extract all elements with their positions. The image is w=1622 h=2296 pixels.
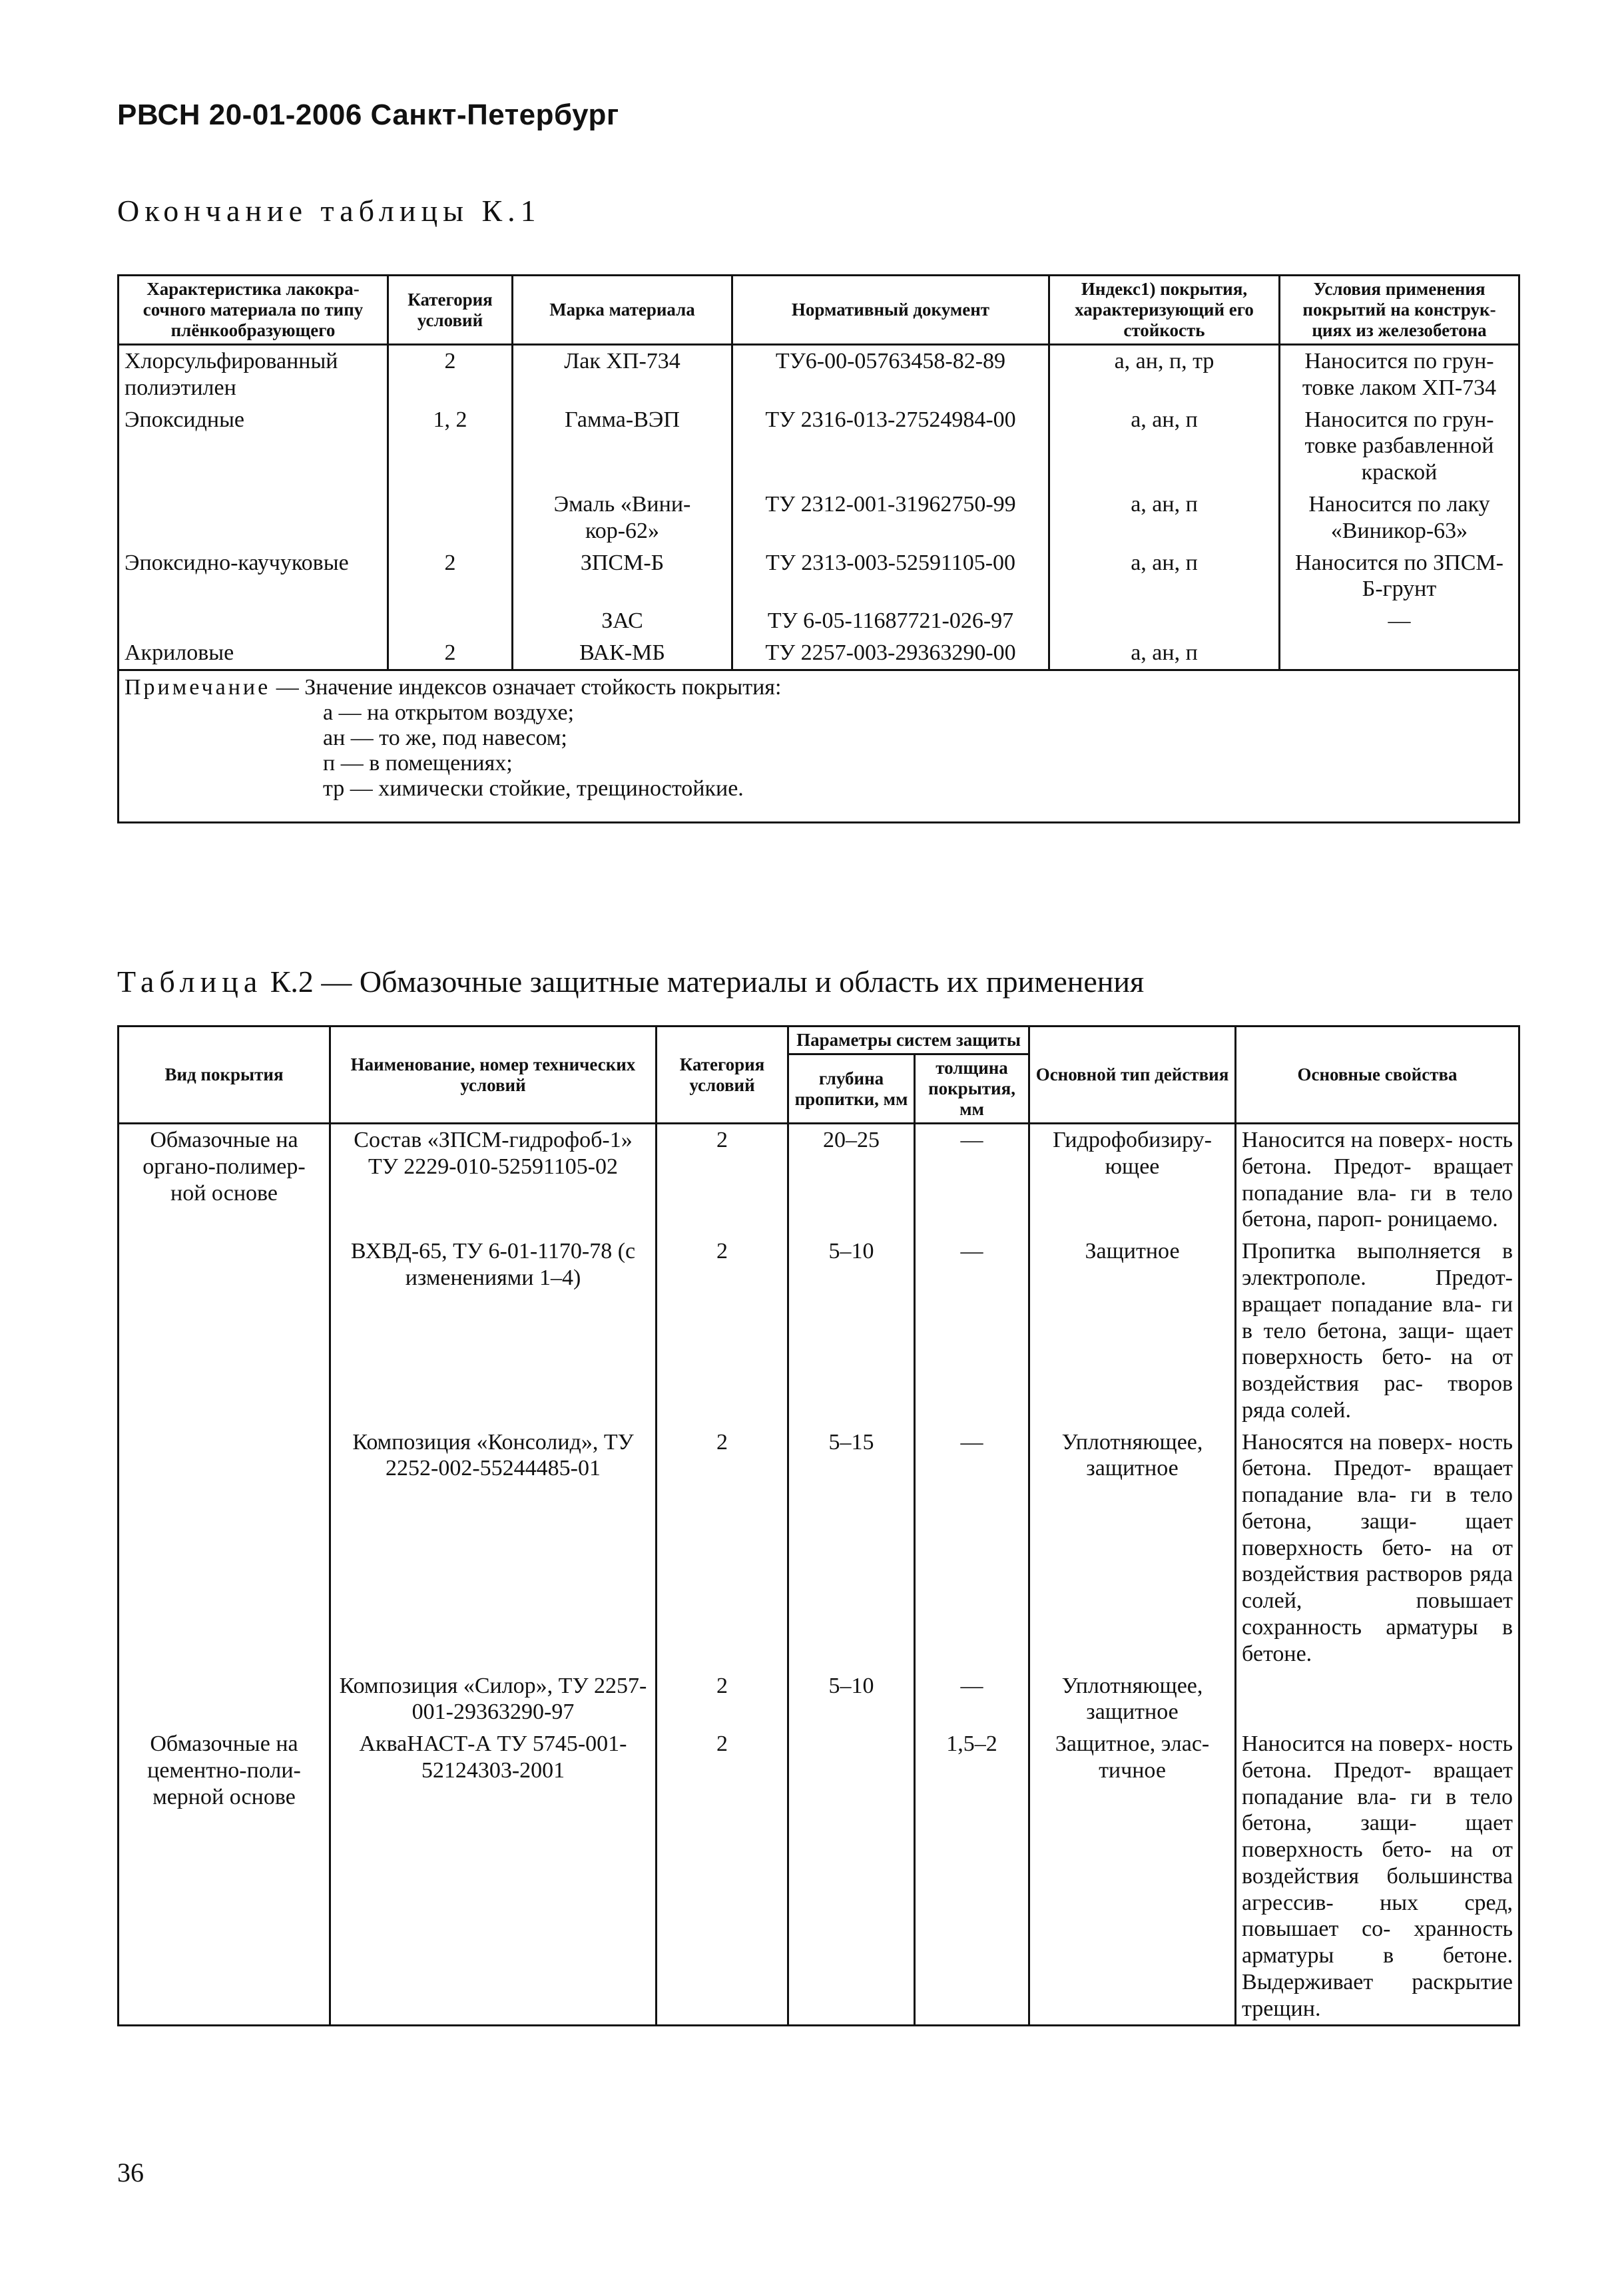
table-row [119, 605, 1519, 637]
cell-category: 2 [657, 1124, 788, 1236]
t2-col-thickness: толщина покрытия, мм [915, 1054, 1029, 1124]
cell-properties: Наносится на поверх- ность бетона. Предот- вращает попадание вла- ги в тело бетона, пароп- роницаемо. [1236, 1124, 1519, 1236]
t1-col-doc: Нормативный документ [732, 276, 1049, 345]
cell-type [119, 605, 388, 637]
cell-brand: ЗАС [513, 605, 732, 637]
table-row [119, 1670, 1519, 1729]
table-row [119, 547, 1519, 606]
cell-coating-type [119, 1670, 330, 1729]
cell-action: Гидрофобизиру- ющее [1029, 1124, 1236, 1236]
table-row [119, 1728, 1519, 2026]
table-row [119, 404, 1519, 489]
t1-col-index: Индекс1) покрытия, характеризующий его стойкость [1049, 276, 1280, 345]
t2-col-action: Основной тип действия [1029, 1027, 1236, 1124]
table-row [119, 637, 1519, 670]
cell-depth [788, 1728, 915, 2026]
cell-category: 2 [388, 637, 513, 670]
cell-action: Защитное, элас- тичное [1029, 1728, 1236, 2026]
cell-action: Уплотняющее, защитное [1029, 1670, 1236, 1729]
table-row [119, 345, 1519, 404]
cell-depth: 5–15 [788, 1427, 915, 1670]
cell-index: а, ан, п [1049, 637, 1280, 670]
t2-col-properties: Основные свойства [1236, 1027, 1519, 1124]
page-header: РВСН 20-01-2006 Санкт-Петербург [117, 99, 619, 131]
cell-depth: 5–10 [788, 1236, 915, 1426]
table-row [119, 1427, 1519, 1670]
cell-thickness: — [915, 1670, 1029, 1729]
cell-index: а, ан, п [1049, 489, 1280, 547]
cell-action: Защитное [1029, 1236, 1236, 1426]
note-label: Примечание [125, 674, 271, 700]
t2-col-coating-type: Вид покрытия [119, 1027, 330, 1124]
table1-header-row [119, 276, 1519, 345]
cell-coating-type [119, 1236, 330, 1426]
t1-col-brand: Марка материала [513, 276, 732, 345]
table-row [119, 489, 1519, 547]
cell-index: а, ан, п [1049, 404, 1280, 489]
t2-col-depth: глубина пропитки, мм [788, 1054, 915, 1124]
t1-col-type: Характеристика лакокра- сочного материала по типу плёнкообразующего [119, 276, 388, 345]
t2-col-params: Параметры систем защиты [788, 1027, 1029, 1054]
cell-category: 2 [657, 1670, 788, 1729]
cell-brand: Лак ХП-734 [513, 345, 732, 404]
cell-brand: ЗПСМ-Б [513, 547, 732, 606]
table-k1 [117, 274, 1520, 823]
table-row [119, 1124, 1519, 1236]
cell-name: АкваНАСТ-А ТУ 5745-001-52124303-2001 [330, 1728, 657, 2026]
cell-conditions: Наносится по грун- товке разбавленной краской [1280, 404, 1519, 489]
table-row [119, 1236, 1519, 1426]
note-text: — Значение индексов означает стойкость покрытия: [270, 674, 782, 700]
cell-index [1049, 605, 1280, 637]
cell-doc: ТУ 6-05-11687721-026-97 [732, 605, 1049, 637]
page-number: 36 [117, 2158, 144, 2187]
cell-category: 2 [657, 1236, 788, 1426]
cell-thickness: — [915, 1236, 1029, 1426]
cell-name: Состав «ЗПСМ-гидрофоб-1» ТУ 2229-010-52591105-02 [330, 1124, 657, 1236]
cell-properties [1236, 1670, 1519, 1729]
table1-caption: Окончание таблицы К.1 [117, 194, 541, 228]
cell-index: а, ан, п, тр [1049, 345, 1280, 404]
cell-category: 2 [388, 547, 513, 606]
table2-header-row [119, 1027, 1519, 1054]
cell-index: а, ан, п [1049, 547, 1280, 606]
table1-note-row [119, 670, 1519, 822]
cell-category: 1, 2 [388, 404, 513, 489]
cell-doc: ТУ 2312-001-31962750-99 [732, 489, 1049, 547]
cell-category: 2 [388, 345, 513, 404]
cell-coating-type: Обмазочные на органо-полимер- ной основе [119, 1124, 330, 1236]
cell-depth: 5–10 [788, 1670, 915, 1729]
t2-col-category: Категория условий [657, 1027, 788, 1124]
cell-conditions: Наносится по ЗПСМ-Б-грунт [1280, 547, 1519, 606]
cell-thickness: 1,5–2 [915, 1728, 1029, 2026]
cell-thickness: — [915, 1427, 1029, 1670]
cell-category [388, 605, 513, 637]
cell-doc: ТУ6-00-05763458-82-89 [732, 345, 1049, 404]
note-item: п — в помещениях; [323, 750, 513, 776]
table-k2 [117, 1025, 1520, 2026]
note-item: тр — химически стойкие, трещиностойкие. [323, 776, 744, 801]
note-item: а — на открытом воздухе; [323, 700, 575, 725]
cell-category: 2 [657, 1728, 788, 2026]
cell-doc: ТУ 2257-003-29363290-00 [732, 637, 1049, 670]
cell-coating-type: Обмазочные на цементно-поли- мерной основе [119, 1728, 330, 2026]
cell-category [388, 489, 513, 547]
cell-conditions: — [1280, 605, 1519, 637]
cell-name: Композиция «Силор», ТУ 2257-001-29363290-97 [330, 1670, 657, 1729]
cell-type [119, 489, 388, 547]
table1-note [119, 670, 1519, 822]
cell-type: Эпоксидно-каучуковые [119, 547, 388, 606]
cell-name: ВХВД-65, ТУ 6-01-1170-78 (с изменениями 1–4) [330, 1236, 657, 1426]
cell-properties: Наносится на поверх- ность бетона. Предот- вращает попадание вла- ги в тело бетона, защи- щает поверхность бето- на от воздействия большинства агрессив- ных сред, повышает со- хранность арматуры в бетоне. Выдерживает раскрытие трещин. [1236, 1728, 1519, 2026]
cell-conditions [1280, 637, 1519, 670]
cell-category: 2 [657, 1427, 788, 1670]
cell-properties: Пропитка выполняется в электрополе. Предот- вращает попадание вла- ги в тело бетона, защи- щает поверхность бето- на от воздействия рас- творов ряда солей. [1236, 1236, 1519, 1426]
table2-caption: Таблица К.2 — Обмазочные защитные материалы и область их применения [117, 965, 1145, 999]
cell-type: Эпоксидные [119, 404, 388, 489]
cell-type: Акриловые [119, 637, 388, 670]
cell-brand: Эмаль «Вини- кор-62» [513, 489, 732, 547]
cell-conditions: Наносится по грун- товке лаком ХП-734 [1280, 345, 1519, 404]
t1-col-category: Категория условий [388, 276, 513, 345]
note-item: ан — то же, под навесом; [323, 725, 567, 750]
cell-thickness: — [915, 1124, 1029, 1236]
cell-properties: Наносятся на поверх- ность бетона. Предот- вращает попадание вла- ги в тело бетона, защи- щает поверхность бето- на от воздействия растворов ряда солей, повышает сохранность арматуры в бетоне. [1236, 1427, 1519, 1670]
cell-doc: ТУ 2313-003-52591105-00 [732, 547, 1049, 606]
cell-brand: ВАК-МБ [513, 637, 732, 670]
t1-col-conditions: Условия применения покрытий на конструк- циях из железобетона [1280, 276, 1519, 345]
cell-name: Композиция «Консолид», ТУ 2252-002-55244485-01 [330, 1427, 657, 1670]
cell-type: Хлорсульфированный полиэтилен [119, 345, 388, 404]
cell-doc: ТУ 2316-013-27524984-00 [732, 404, 1049, 489]
cell-action: Уплотняющее, защитное [1029, 1427, 1236, 1670]
t2-col-name: Наименование, номер технических условий [330, 1027, 657, 1124]
cell-depth: 20–25 [788, 1124, 915, 1236]
cell-conditions: Наносится по лаку «Виникор-63» [1280, 489, 1519, 547]
cell-coating-type [119, 1427, 330, 1670]
cell-brand: Гамма-ВЭП [513, 404, 732, 489]
